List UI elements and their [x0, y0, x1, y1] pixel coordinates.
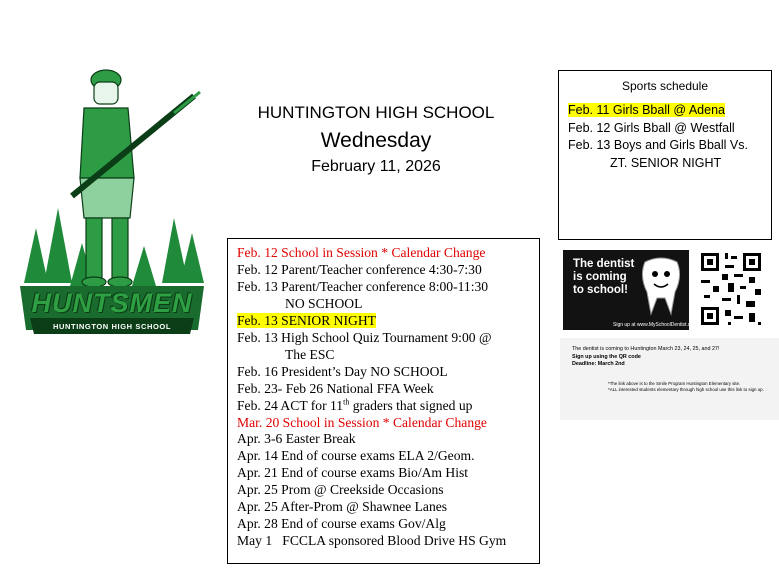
sports-item: Feb. 13 Boys and Girls Bball Vs.: [568, 138, 748, 152]
logo-subtitle: HUNTINGTON HIGH SCHOOL: [52, 322, 172, 331]
ordinal-suffix: th: [343, 397, 350, 407]
calendar-event-continuation: NO SCHOOL: [285, 295, 363, 311]
calendar-event: Apr. 14 End of course exams ELA 2/Geom.: [237, 448, 475, 464]
calendar-event: May 1 FCCLA sponsored Blood Drive HS Gym: [237, 533, 507, 549]
flyer-banner: [563, 250, 698, 330]
sports-item: Feb. 12 Girls Bball @ Westfall: [568, 120, 735, 135]
dentist-flyer: [558, 248, 779, 420]
logo-wordmark: HUNTSMEN: [31, 288, 193, 318]
calendar-event: Feb. 16 President’s Day NO SCHOOL: [237, 363, 448, 379]
calendar-event: Mar. 20 School in Session * Calendar Change: [237, 414, 487, 430]
calendar-event: Apr. 25 After-Prom @ Shawnee Lanes: [237, 499, 448, 515]
calendar-event: Feb. 13 SENIOR NIGHT: [237, 312, 376, 328]
calendar-event-text: graders that signed up: [349, 397, 473, 413]
flyer-signup-instruction: Sign up using the QR code: [572, 354, 641, 360]
calendar-event: Feb. 12 School in Session * Calendar Change: [237, 245, 486, 260]
qr-code-icon[interactable]: [698, 250, 764, 328]
sports-item: ZT. SENIOR NIGHT: [610, 155, 722, 170]
calendar-event: Feb. 23- Feb 26 National FFA Week: [237, 380, 434, 396]
calendar-event: Feb. 13 High School Quiz Tournament 9:00 @: [237, 329, 492, 345]
calendar-event: Feb. 13 Parent/Teacher conference 8:00-11:30: [237, 278, 489, 294]
tooth-mascot-icon: [637, 256, 685, 318]
date: February 11, 2026: [311, 158, 441, 175]
sports-item: Feb. 11 Girls Bball @ Adena: [568, 103, 725, 117]
school-name: HUNTINGTON HIGH SCHOOL: [257, 103, 495, 122]
flyer-dates: The dentist is coming to Huntington March 23, 24, 25, and 27!: [572, 346, 720, 352]
events-calendar-box: [227, 238, 540, 564]
flyer-note: *The link above is to the Smile Program Huntington Elementary site.: [608, 381, 741, 386]
calendar-event-text: Feb. 24 ACT for 11: [237, 397, 344, 413]
calendar-event: Feb. 12 Parent/Teacher conference 4:30-7:30: [237, 261, 482, 277]
calendar-event: Apr. 3-6 Easter Break: [237, 431, 356, 447]
sports-schedule-title: Sports schedule: [621, 79, 709, 93]
calendar-event: [237, 398, 539, 415]
flyer-details: [560, 338, 779, 420]
calendar-event-continuation: The ESC: [285, 346, 335, 362]
calendar-event: Apr. 21 End of course exams Bio/Am Hist: [237, 465, 469, 481]
calendar-event: Apr. 28 End of course exams Gov/Alg: [237, 516, 446, 532]
flyer-note: *ALL interested students elementary through high school use this link to sign up.: [608, 387, 764, 392]
weekday: Wednesday: [320, 129, 432, 152]
sports-schedule-box: [558, 70, 772, 240]
flyer-deadline: Deadline: March 2nd: [572, 361, 625, 367]
sports-schedule-list: [559, 102, 771, 172]
calendar-event: Apr. 25 Prom @ Creekside Occasions: [237, 482, 444, 498]
flyer-signup-url[interactable]: Sign up at www.MySchoolDentist.com: [613, 322, 698, 328]
flyer-headline: The dentist is coming to school!: [573, 258, 635, 296]
